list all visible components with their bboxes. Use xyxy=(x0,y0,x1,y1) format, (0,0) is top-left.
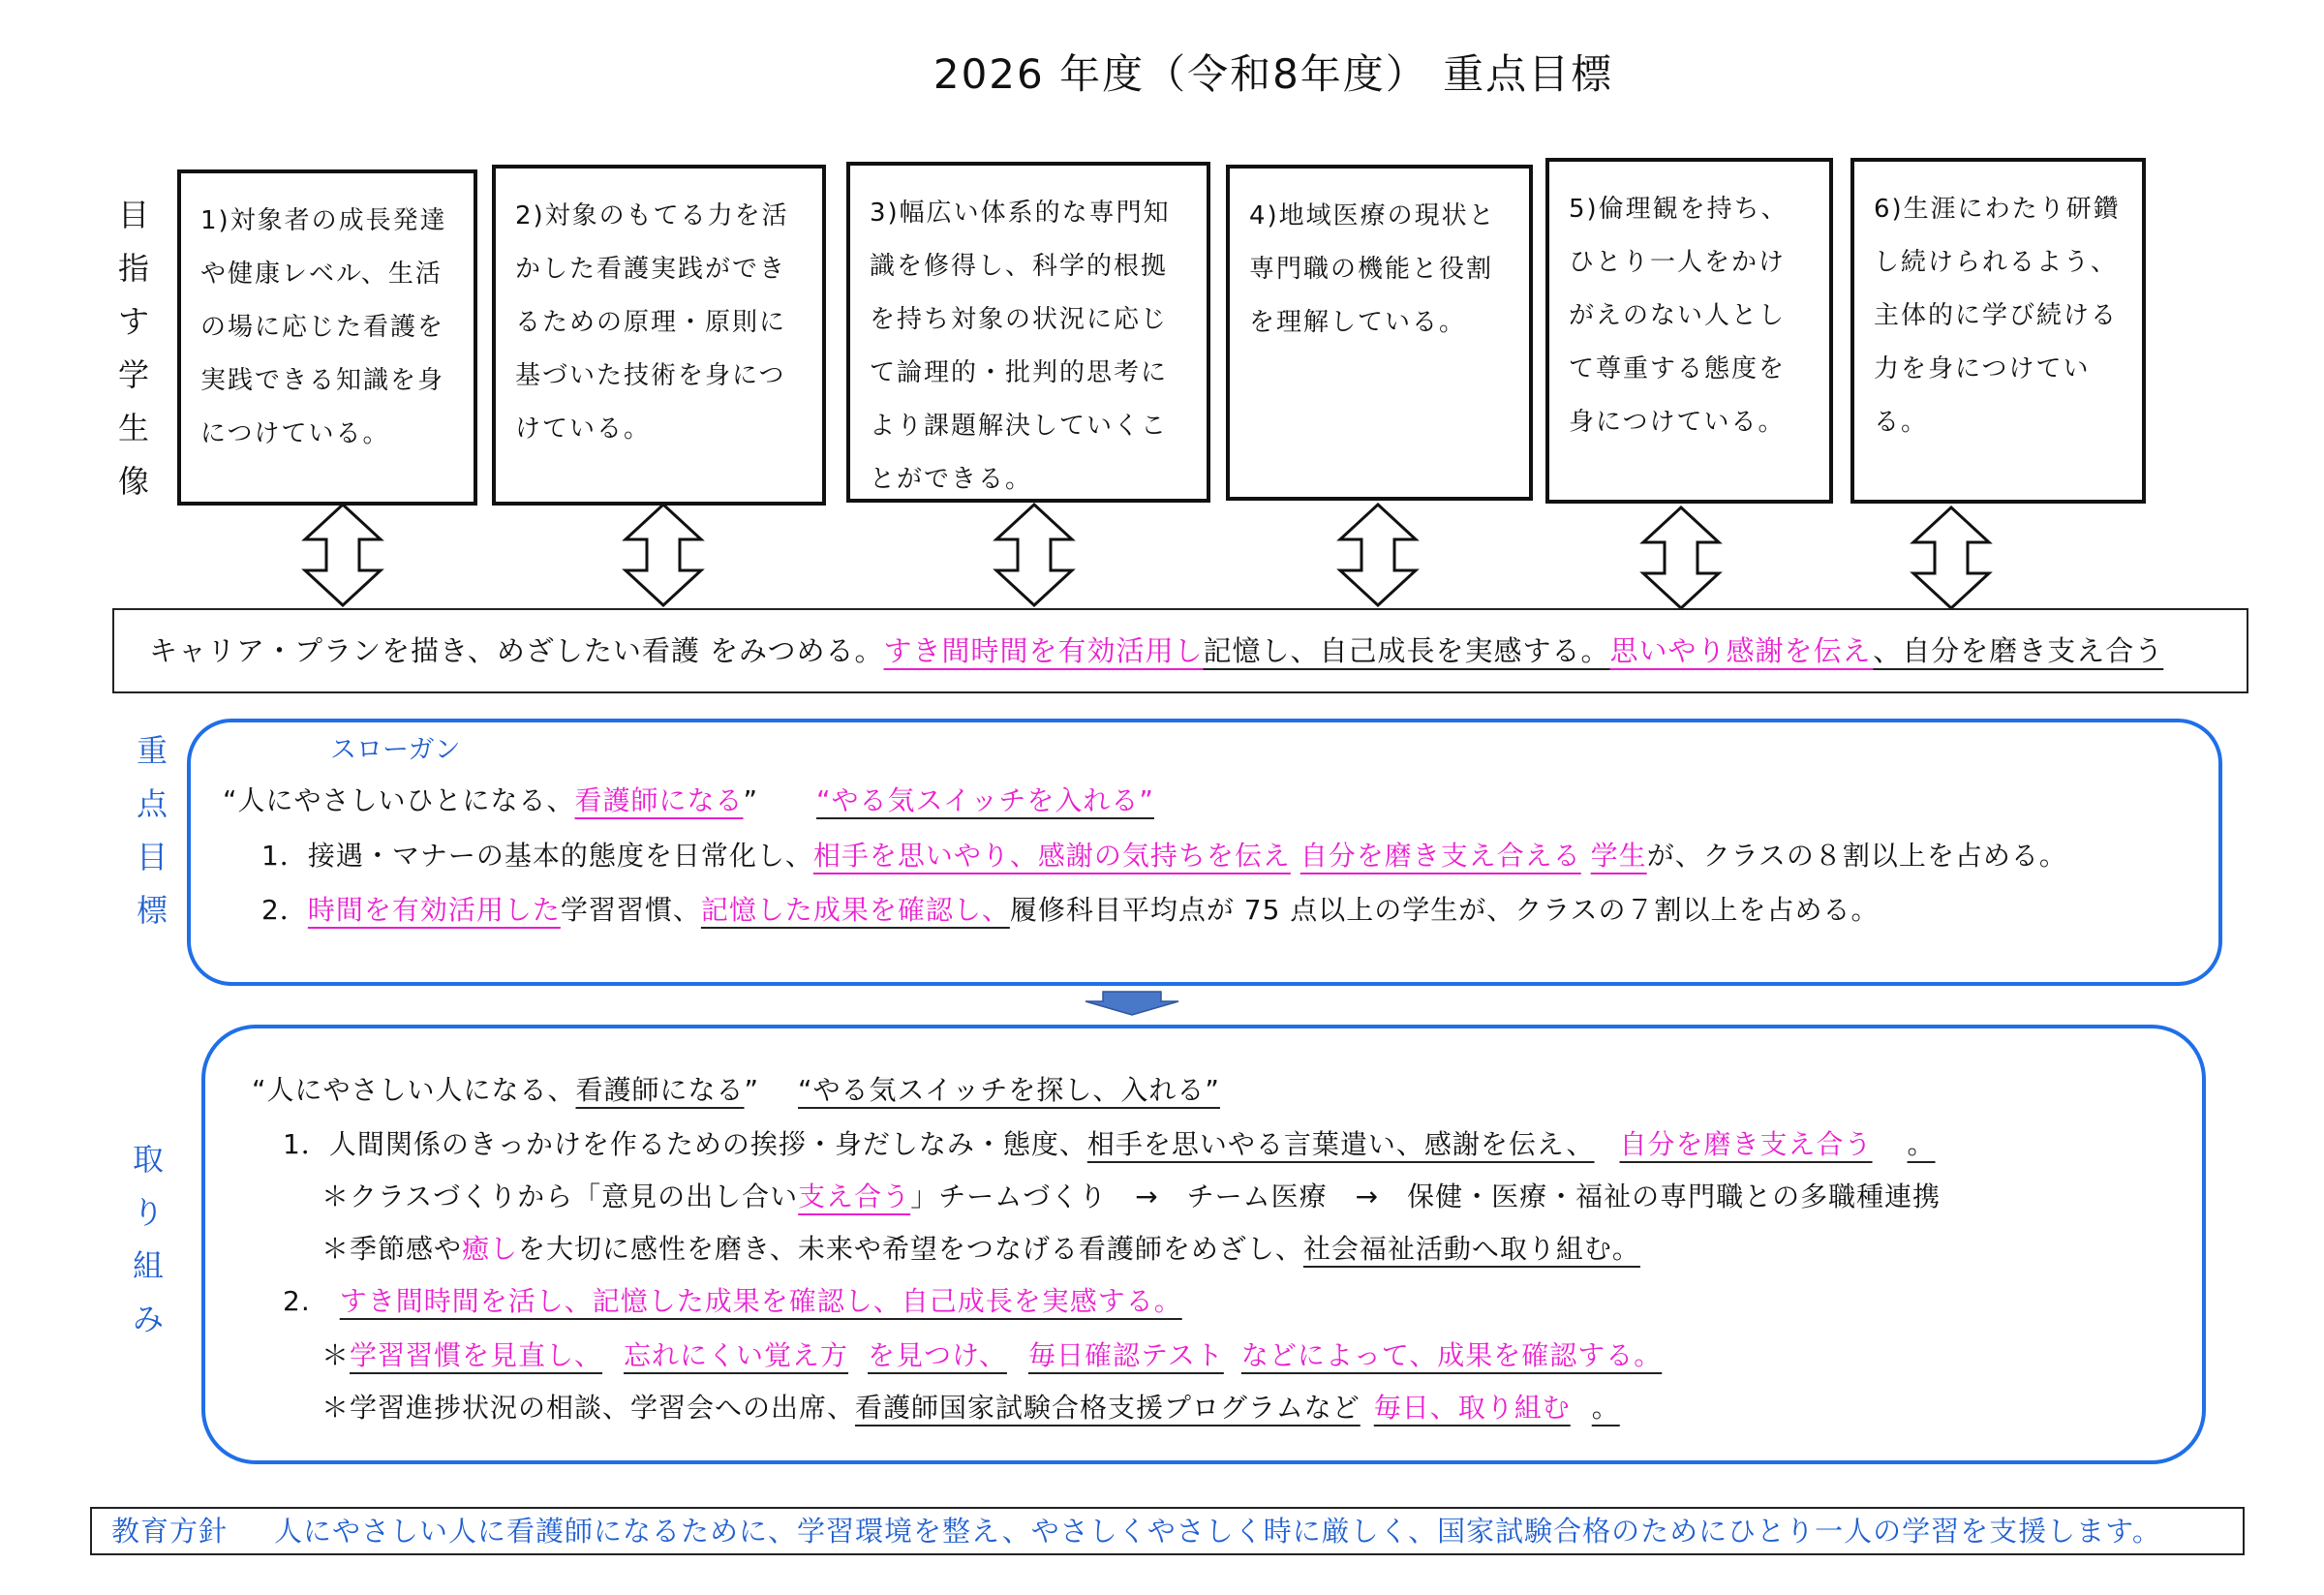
slogan-label: スローガン xyxy=(315,728,475,766)
efforts-line-5: ＊学習習慣を見直し、 忘れにくい覚え方 を見つけ、 毎日確認テスト などによって、成果を確認する。 xyxy=(321,1339,1663,1371)
priority-item-2: 2．時間を有効活用した学習習慣、記憶した成果を確認し、履修科目平均点が 75 点以上の学生が、クラスの７割以上を占める。 xyxy=(261,894,1880,926)
double-arrow-icon xyxy=(1910,506,1993,610)
goal-box-2: 2)対象のもてる力を活かした看護実践ができるための原理・原則に基づいた技術を身につけている。 xyxy=(492,165,826,506)
goal-box-5: 5)倫理観を持ち、ひとり一人をかけがえのない人として尊重する態度を身につけている。 xyxy=(1545,158,1833,504)
efforts-slogan: “人にやさしい人になる、看護師になる” “やる気スイッチを探し、入れる” xyxy=(252,1074,1220,1106)
education-policy xyxy=(90,1507,2245,1555)
goal-box-4: 4)地域医療の現状と専門職の機能と役割を理解している。 xyxy=(1226,165,1533,501)
priority-slogan: “人にやさしいひとになる、看護師になる” “やる気スイッチを入れる” xyxy=(223,784,1154,816)
double-arrow-icon xyxy=(993,503,1076,607)
policy-text: 人にやさしい人に看護師になるために、学習環境を整え、やさしくやさしく時に厳しく、国家試験合格のためにひとり一人の学習を支援します。 xyxy=(274,1515,2161,1548)
career-statement: キャリア・プランを描き、めざしたい看護 をみつめる。すき間時間を有効活用し記憶し、自己成長を実感する。思いやり感謝を伝え、自分を磨き支え合う xyxy=(112,608,2248,693)
efforts-line-1: 1．人間関係のきっかけを作るための挨拶・身だしなみ・態度、相手を思いやる言葉遣い、感謝を伝え、 自分を磨き支え合う 。 xyxy=(283,1128,1936,1160)
efforts-line-3: ＊季節感や癒しを大切に感性を磨き、未来や希望をつなげる看護師をめざし、社会福祉活動へ取り組む。 xyxy=(321,1233,1640,1265)
priority-label: 重 点 目 標 xyxy=(136,732,168,929)
double-arrow-icon xyxy=(622,503,705,607)
goal-box-3: 3)幅広い体系的な専門知識を修得し、科学的根拠を持ち対象の状況に応じて論理的・批判的思考により課題解決していくことができる。 xyxy=(846,162,1210,503)
double-arrow-icon xyxy=(301,503,384,607)
down-arrow-icon xyxy=(1082,990,1182,1017)
policy-label: 教育方針 xyxy=(111,1515,229,1548)
efforts-line-6: ＊学習進捗状況の相談、学習会への出席、看護師国家試験合格支援プログラムなど 毎日、取り組む 。 xyxy=(321,1392,1620,1424)
efforts-line-2: ＊クラスづくりから「意見の出し合い支え合う」チームづくり → チーム医療 → 保健・医療・福祉の専門職との多職種連携 xyxy=(321,1181,1942,1212)
student-image-label: 目 指 す 学 生 像 xyxy=(117,197,149,500)
double-arrow-icon xyxy=(1336,503,1420,607)
double-arrow-icon xyxy=(1639,506,1723,610)
efforts-label: 取 り 組 み xyxy=(132,1141,164,1337)
page-title: 2026 年度（令和8年度） 重点目標 xyxy=(933,50,1614,98)
priority-item-1: 1．接遇・マナーの基本的態度を日常化し、相手を思いやり、感謝の気持ちを伝え 自分を磨き支え合える 学生が、クラスの８割以上を占める。 xyxy=(261,840,2067,872)
efforts-line-4: 2. すき間時間を活し、記憶した成果を確認し、自己成長を実感する。 xyxy=(283,1285,1182,1317)
goal-box-6: 6)生涯にわたり研鑽し続けられるよう、主体的に学び続ける力を身につけている。 xyxy=(1850,158,2146,504)
goal-box-1: 1)対象者の成長発達や健康レベル、生活の場に応じた看護を実践できる知識を身につけている。 xyxy=(177,169,477,506)
